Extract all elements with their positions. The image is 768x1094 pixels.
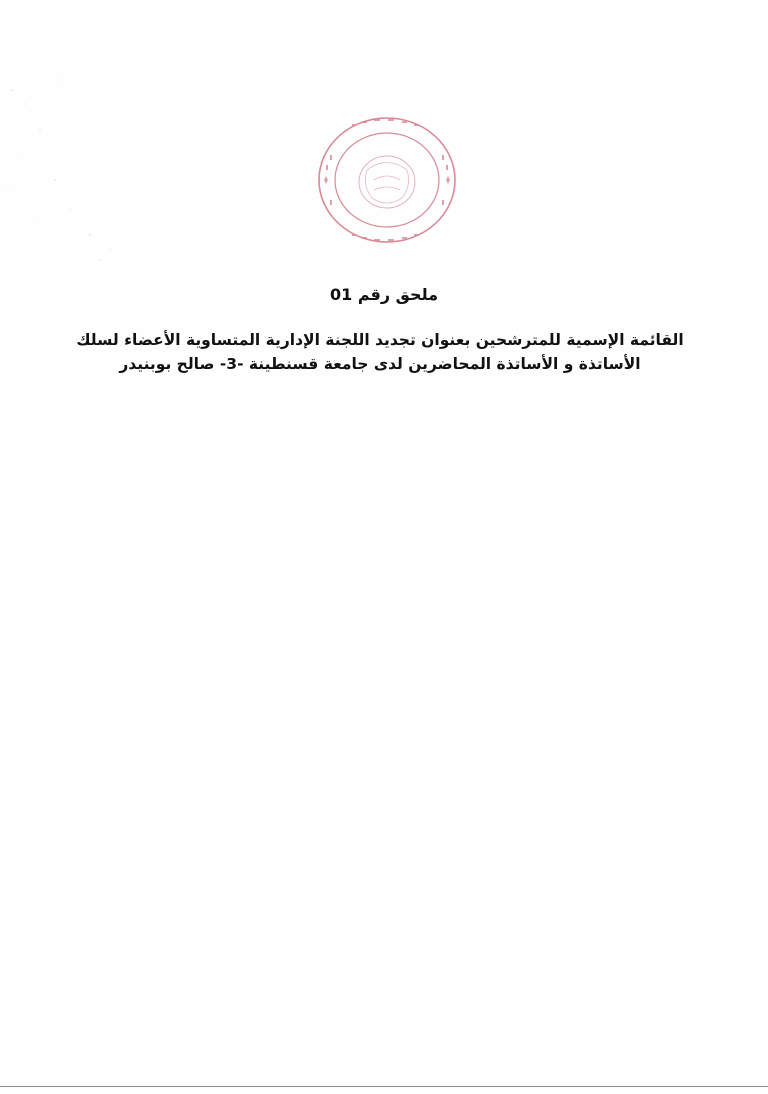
candidate-list-title — [70, 328, 690, 376]
page-bottom-edge — [0, 1086, 768, 1087]
annex-number-heading: ملحق رقم 01 — [329, 285, 439, 304]
candidate-list-title-line-2: الأساتذة و الأساتذة المحاضرين لدى جامعة قسنطينة -3- صالح بوبنيدر — [119, 355, 641, 373]
scan-noise — [0, 60, 150, 300]
candidate-list-title-line-1: القائمة الإسمية للمترشحين بعنوان تجديد اللجنة الإدارية المتساوية الأعضاء لسلك — [76, 331, 684, 349]
official-seal-stamp — [312, 110, 462, 250]
